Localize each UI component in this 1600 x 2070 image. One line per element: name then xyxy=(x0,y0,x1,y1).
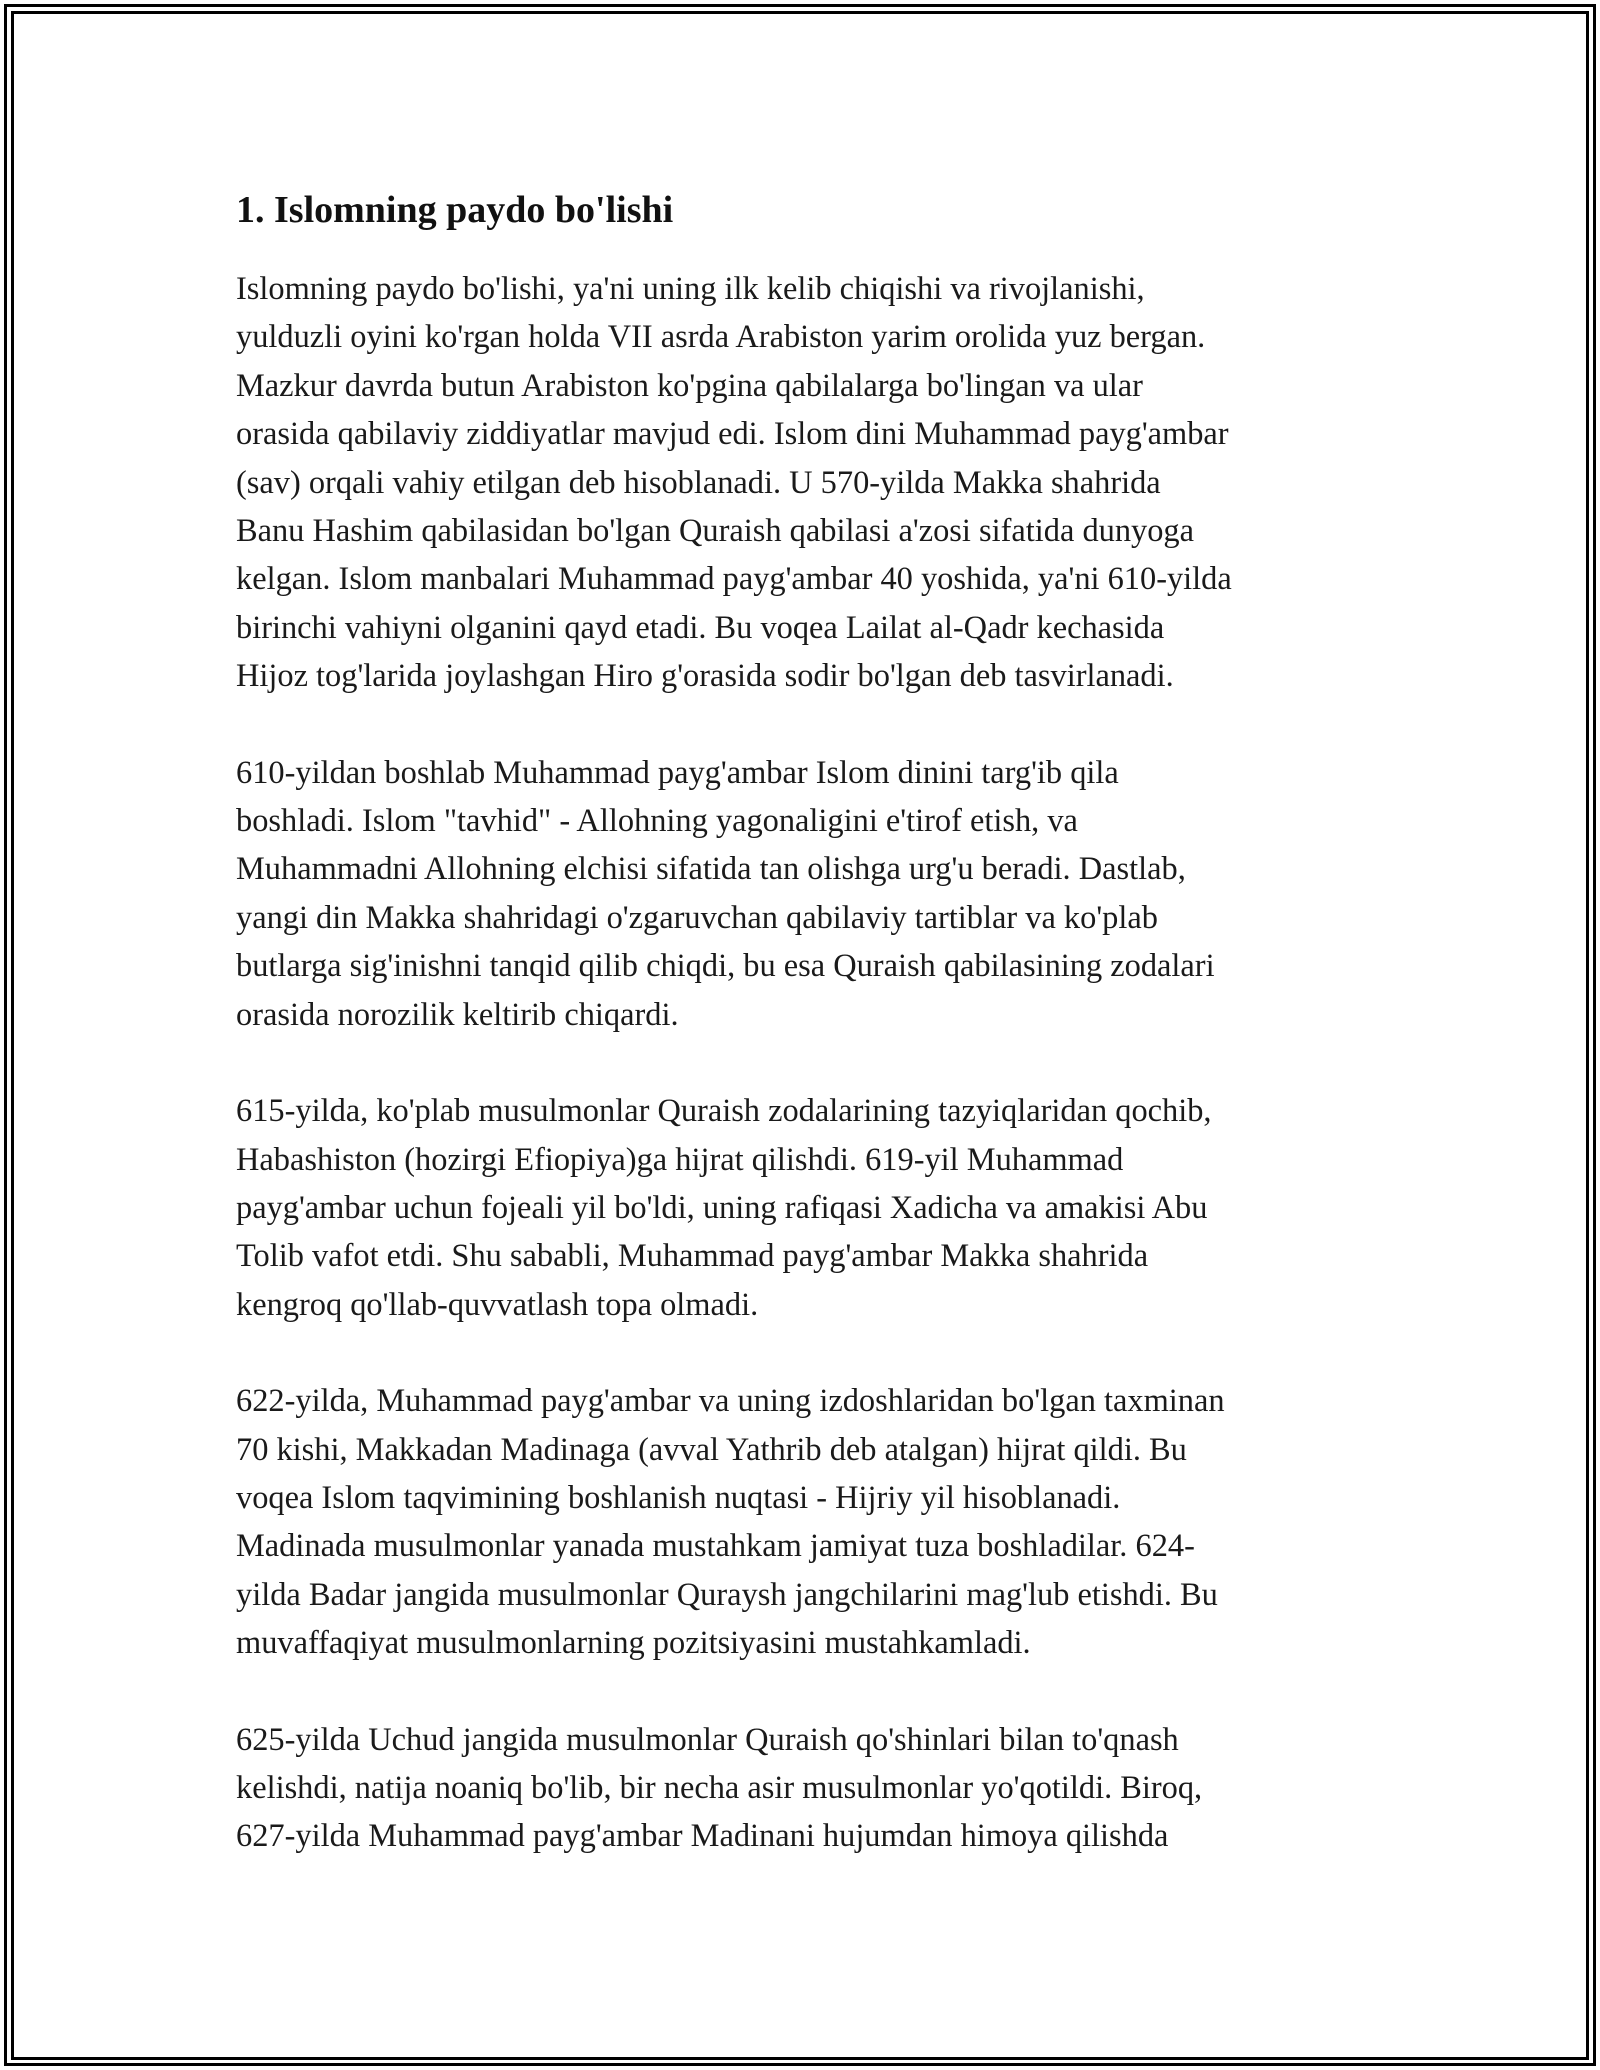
text-line: Muhammadni Allohning elchisi sifatida tan olishga urg'u beradi. Dastlab, xyxy=(236,851,1186,888)
text-line: Tolib vafot etdi. Shu sababli, Muhammad payg'ambar Makka shahrida xyxy=(236,1238,1149,1275)
text-line: boshladi. Islom "tavhid" - Allohning yagonaligini e'tirof etish, va xyxy=(236,803,1078,840)
text-line: Habashiston (hozirgi Efiopiya)ga hijrat qilishdi. 619-yil Muhammad xyxy=(236,1141,1124,1178)
text-line: kelishdi, natija noaniq bo'lib, bir necha asir musulmonlar yo'qotildi. Biroq, xyxy=(236,1769,1203,1806)
text-line: 627-yilda Muhammad payg'ambar Madinani hujumdan himoya qilishda xyxy=(236,1818,1169,1855)
paragraph-5 xyxy=(236,1716,1366,1861)
paragraph-4 xyxy=(236,1377,1366,1667)
text-line: 610-yildan boshlab Muhammad payg'ambar Islom dinini targ'ib qila xyxy=(236,754,1119,791)
text-line: Madinada musulmonlar yanada mustahkam jamiyat tuza boshladilar. 624- xyxy=(236,1528,1195,1565)
paragraph-1 xyxy=(236,265,1366,701)
text-line: Hijoz tog'larida joylashgan Hiro g'orasida sodir bo'lgan deb tasvirlanadi. xyxy=(236,658,1174,695)
document-body xyxy=(236,185,1366,1909)
text-line: 70 kishi, Makkadan Madinaga (avval Yathrib deb atalgan) hijrat qildi. Bu xyxy=(236,1431,1187,1468)
text-line: 622-yilda, Muhammad payg'ambar va uning izdoshlaridan bo'lgan taxminan xyxy=(236,1383,1225,1420)
text-line: muvaffaqiyat musulmonlarning pozitsiyasini mustahkamladi. xyxy=(236,1625,1031,1662)
text-line: kengroq qo'llab-quvvatlash topa olmadi. xyxy=(236,1286,759,1323)
text-line: yilda Badar jangida musulmonlar Quraysh jangchilarini mag'lub etishdi. Bu xyxy=(236,1576,1218,1613)
text-line: butlarga sig'inishni tanqid qilib chiqdi, bu esa Quraish qabilasining zodalari xyxy=(236,948,1215,985)
text-line: Islomning paydo bo'lishi, ya'ni uning ilk kelib chiqishi va rivojlanishi, xyxy=(236,271,1145,307)
text-line: Banu Hashim qabilasidan bo'lgan Quraish qabilasi a'zosi sifatida dunyoga xyxy=(236,513,1194,550)
text-line: (sav) orqali vahiy etilgan deb hisoblanadi. U 570-yilda Makka shahrida xyxy=(236,464,1161,501)
text-line: yulduzli oyini ko'rgan holda VII asrda Arabiston yarim orolida yuz bergan. xyxy=(236,319,1206,356)
paragraph-2 xyxy=(236,749,1366,1039)
text-line: Mazkur davrda butun Arabiston ko'pgina qabilalarga bo'lingan va ular xyxy=(236,367,1143,404)
section-heading: 1. Islomning paydo bo'lishi xyxy=(236,189,674,231)
paragraph-3 xyxy=(236,1087,1366,1329)
text-line: kelgan. Islom manbalari Muhammad payg'ambar 40 yoshida, ya'ni 610-yilda xyxy=(236,561,1232,598)
text-line: birinchi vahiyni olganini qayd etadi. Bu voqea Lailat al-Qadr kechasida xyxy=(236,609,1165,646)
text-line: 615-yilda, ko'plab musulmonlar Quraish zodalarining tazyiqlaridan qochib, xyxy=(236,1093,1212,1130)
text-line: 625-yilda Uchud jangida musulmonlar Quraish qo'shinlari bilan to'qnash xyxy=(236,1721,1179,1758)
text-line: orasida qabilaviy ziddiyatlar mavjud edi. Islom dini Muhammad payg'ambar xyxy=(236,416,1229,453)
text-line: yangi din Makka shahridagi o'zgaruvchan qabilaviy tartiblar va ko'plab xyxy=(236,899,1158,936)
text-line: voqea Islom taqvimining boshlanish nuqtasi - Hijriy yil hisoblanadi. xyxy=(236,1479,1121,1516)
text-line: payg'ambar uchun fojeali yil bo'ldi, uning rafiqasi Xadicha va amakisi Abu xyxy=(236,1189,1208,1226)
text-line: orasida norozilik keltirib chiqardi. xyxy=(236,996,679,1033)
